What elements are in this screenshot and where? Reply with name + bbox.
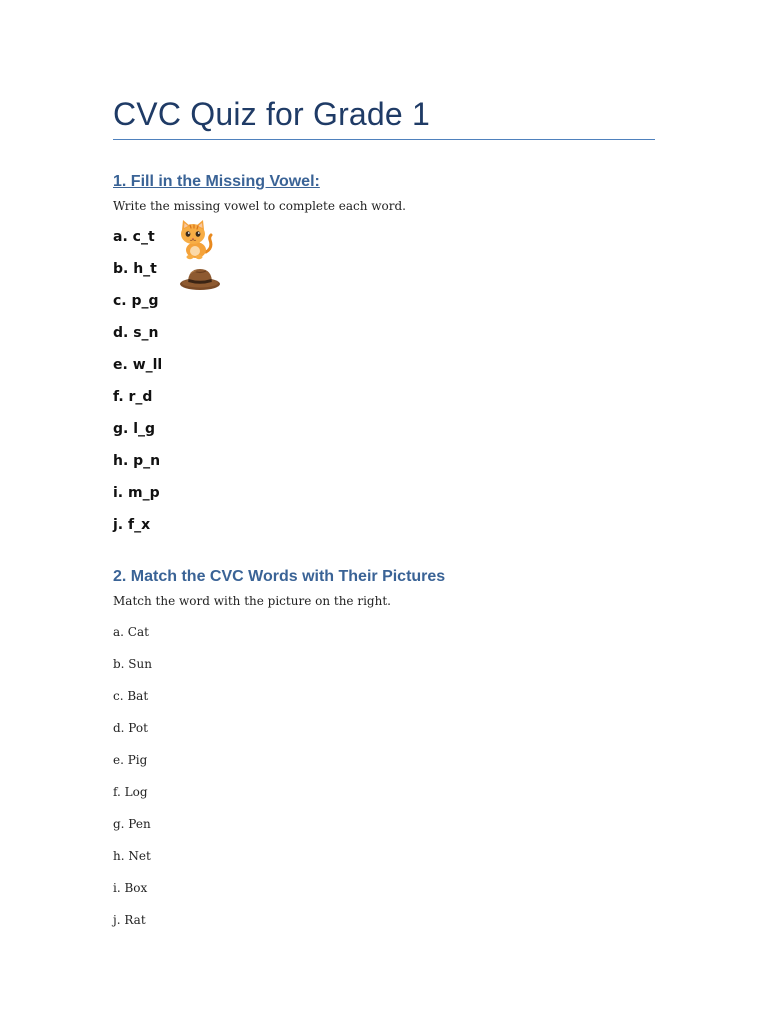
vowel-question-c: c. p_g	[113, 293, 159, 309]
section-2-heading: 2. Match the CVC Words with Their Pictures	[113, 568, 446, 585]
section-1-heading: 1. Fill in the Missing Vowel:	[113, 173, 320, 190]
page-title: CVC Quiz for Grade 1	[113, 96, 430, 132]
vowel-question-f: f. r_d	[113, 389, 153, 405]
match-word-g: g. Pen	[113, 817, 151, 831]
match-word-j: j. Rat	[113, 913, 146, 927]
cat-icon	[176, 218, 214, 260]
section-2-instruction: Match the word with the picture on the right.	[113, 594, 391, 608]
match-word-f: f. Log	[113, 785, 148, 799]
vowel-question-j: j. f_x	[113, 517, 151, 533]
match-word-e: e. Pig	[113, 753, 148, 767]
match-word-a: a. Cat	[113, 625, 149, 639]
vowel-question-list	[113, 228, 162, 548]
vowel-question-g: g. l_g	[113, 421, 156, 437]
match-word-h: h. Net	[113, 849, 151, 863]
hat-icon	[178, 264, 222, 292]
vowel-question-h: h. p_n	[113, 453, 161, 469]
title-divider	[113, 139, 655, 140]
vowel-question-d: d. s_n	[113, 325, 159, 341]
vowel-question-b: b. h_t	[113, 261, 157, 277]
section-1-instruction: Write the missing vowel to complete each word.	[113, 199, 406, 213]
match-word-i: i. Box	[113, 881, 148, 895]
vowel-question-a: a. c_t	[113, 229, 155, 245]
match-word-list	[113, 624, 152, 944]
match-word-b: b. Sun	[113, 657, 152, 671]
vowel-question-i: i. m_p	[113, 485, 160, 501]
vowel-question-e: e. w_ll	[113, 357, 163, 373]
match-word-d: d. Pot	[113, 721, 148, 735]
match-word-c: c. Bat	[113, 689, 149, 703]
